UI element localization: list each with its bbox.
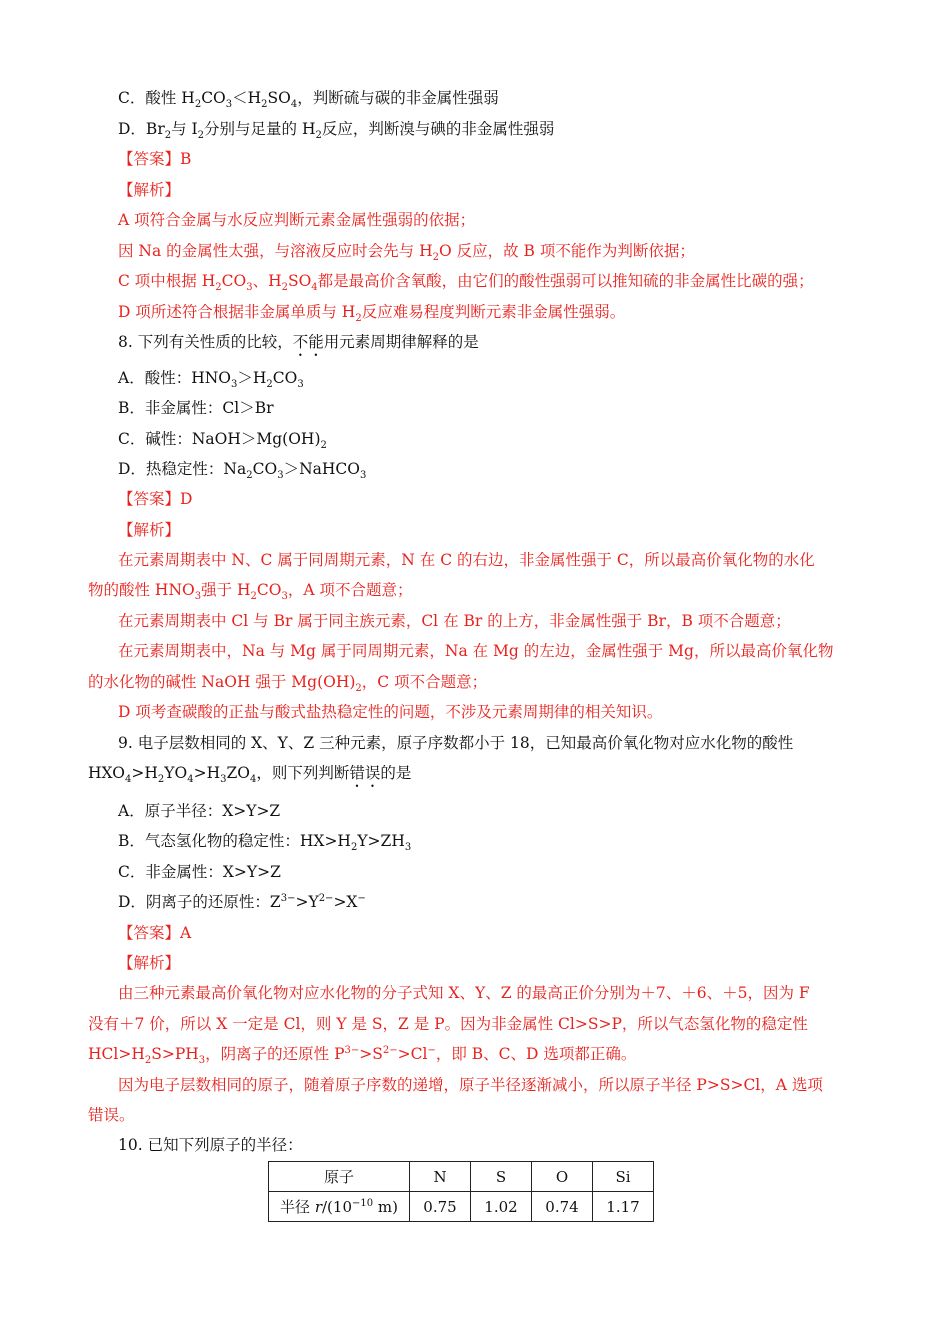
table-cell: 1.02 xyxy=(471,1192,532,1222)
table-row xyxy=(269,1162,654,1192)
q8-analysis-line: 在元素周期表中 N、C 属于同周期元素，N 在 C 的右边，非金属性强于 C，所以最高价氧化物的水化 xyxy=(118,551,815,569)
q9-analysis-line: $HCl>H_2S>PH_3$，阴离子的还原性 $P^{3-}>S^{2-}>Cl^-$，即 B、C、D 选项都正确。 xyxy=(88,1044,637,1067)
table-cell: 0.75 xyxy=(410,1192,471,1222)
q8-answer: 【答案】D xyxy=(118,490,193,508)
q9-option-d: D．阴离子的还原性：$Z^{3-}>Y^{2-}>X^-$ xyxy=(118,892,366,911)
q7-analysis-line: 因 Na 的金属性太强，与溶液反应时会先与 $H_2O$ 反应，故 B 项不能作为判断依据； xyxy=(118,242,695,264)
q9-analysis-line: 由三种元素最高价氧化物对应水化物的分子式知 X、Y、Z 的最高正价分别为＋7、＋6、＋5，因为 F xyxy=(118,984,810,1002)
q8-option-c: C．碱性：$NaOH>Mg(OH)_2$ xyxy=(118,430,327,452)
q9-stem: $HXO_4>H_2YO_4>H_3ZO_4$，则下列判断错误的是 xyxy=(88,764,412,786)
table-header-cell: O xyxy=(532,1162,593,1192)
q7-answer: 【答案】B xyxy=(118,150,192,168)
q8-option-d: D．热稳定性：$Na_2CO_3>NaHCO_3$ xyxy=(118,460,367,482)
q7-analysis-line: C 项中根据 $H_2CO_3$、$H_2SO_4$都是最高价含氧酸，由它们的酸性强弱可以推知硫的非金属性比碳的强； xyxy=(118,272,814,294)
table-row-label: 半径 $r/(10^{-10}$ m) xyxy=(269,1192,410,1222)
table-cell: 1.17 xyxy=(593,1192,654,1222)
q9-option-c: C．非金属性：X>Y>Z xyxy=(118,863,281,881)
q8-option-a: A．酸性：$HNO_3>H_2CO_3$ xyxy=(118,369,304,391)
table-header-cell: Si xyxy=(593,1162,654,1192)
table-row xyxy=(269,1192,654,1222)
atomic-radius-table xyxy=(268,1161,654,1222)
q9-answer: 【答案】A xyxy=(118,924,192,942)
q8-analysis-line: 物的酸性 $HNO_3$强于 $H_2CO_3$，A 项不合题意； xyxy=(88,581,413,603)
q9-analysis-line: 错误。 xyxy=(88,1106,135,1124)
table-cell: 0.74 xyxy=(532,1192,593,1222)
q7-analysis-label: 【解析】 xyxy=(118,181,181,199)
q8-stem: 8. 下列有关性质的比较，不能用元素周期律解释的是 xyxy=(118,333,479,351)
q8-analysis-line: D 项考查碳酸的正盐与酸式盐热稳定性的问题，不涉及元素周期律的相关知识。 xyxy=(118,703,663,721)
q9-analysis-line: 没有＋7 价，所以 X 一定是 Cl，则 Y 是 S，Z 是 P。因为非金属性 Cl>S>P，所以气态氢化物的稳定性 xyxy=(88,1015,808,1033)
q9-analysis-line: 因为电子层数相同的原子，随着原子序数的递增，原子半径逐渐减小，所以原子半径 P>S>Cl，A 选项 xyxy=(118,1076,823,1094)
q10-stem: 10. 已知下列原子的半径： xyxy=(118,1136,303,1154)
q7-analysis-line: D 项所述符合根据非金属单质与 $H_2$反应难易程度判断元素非金属性强弱。 xyxy=(118,303,626,325)
q8-analysis-line: 在元素周期表中 Cl 与 Br 属于同主族元素，Cl 在 Br 的上方，非金属性强于 Br，B 项不合题意； xyxy=(118,612,791,630)
q7-analysis-line: A 项符合金属与水反应判断元素金属性强弱的依据； xyxy=(118,211,476,229)
q9-analysis-label: 【解析】 xyxy=(118,954,181,972)
q8-option-b: B．非金属性：Cl＞Br xyxy=(118,399,274,417)
q8-analysis-line: 的水化物的碱性 NaOH 强于 $Mg(OH)_2$，C 项不合题意； xyxy=(88,673,488,695)
q8-analysis-label: 【解析】 xyxy=(118,521,181,539)
q7-option-d: D．$Br_2$与 $I_2$分别与足量的 $H_2$反应，判断溴与碘的非金属性强弱 xyxy=(118,120,555,142)
q9-option-b: B．气态氢化物的稳定性：$HX>H_2Y>ZH_3$ xyxy=(118,832,412,854)
q7-option-c: C．酸性 $H_2CO_3<H_2SO_4$，判断硫与碳的非金属性强弱 xyxy=(118,89,499,111)
table-header-cell: 原子 xyxy=(269,1162,410,1192)
q8-analysis-line: 在元素周期表中，Na 与 Mg 属于同周期元素，Na 在 Mg 的左边，金属性强于 Mg，所以最高价氧化物 xyxy=(118,642,834,660)
q9-option-a: A．原子半径：X>Y>Z xyxy=(118,802,281,820)
q9-stem: 9. 电子层数相同的 X、Y、Z 三种元素，原子序数都小于 18，已知最高价氧化物对应水化物的酸性 xyxy=(118,734,794,752)
table-header-cell: N xyxy=(410,1162,471,1192)
table-header-cell: S xyxy=(471,1162,532,1192)
